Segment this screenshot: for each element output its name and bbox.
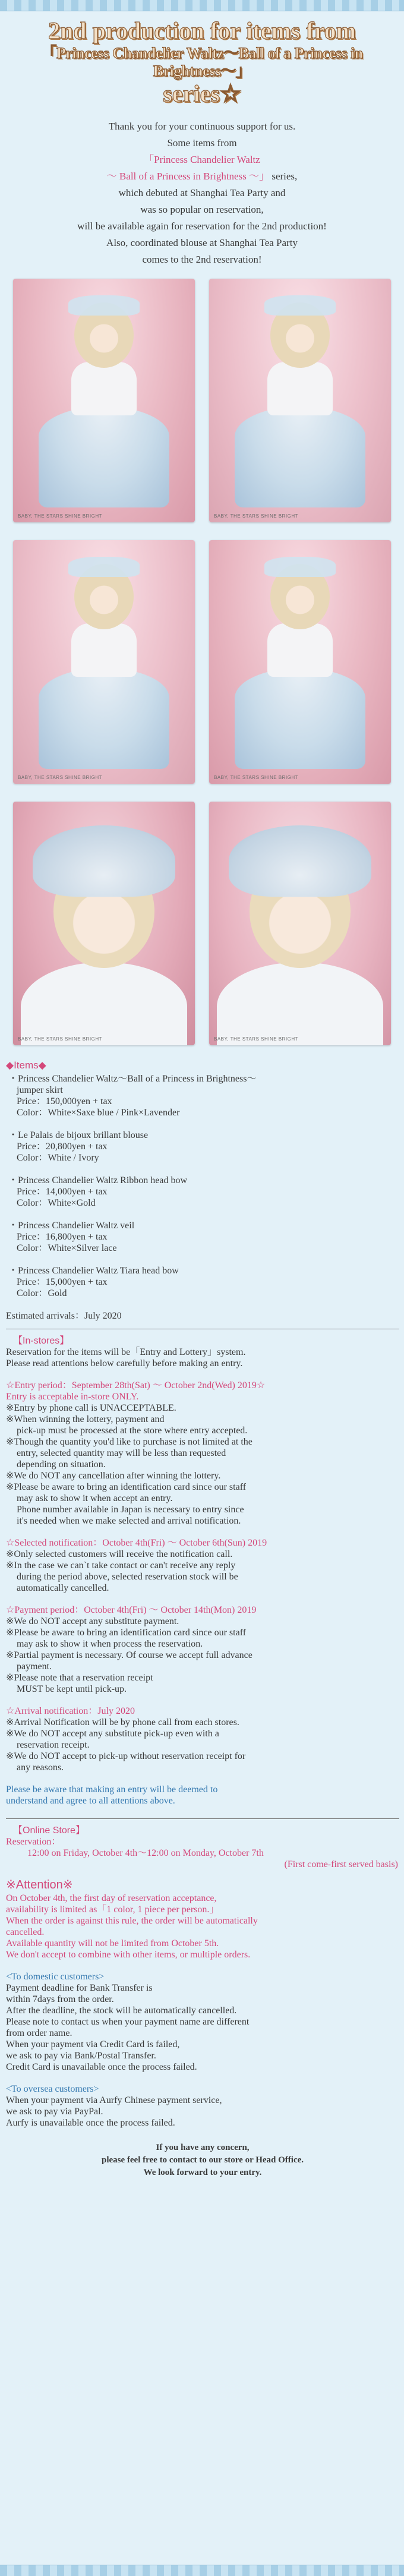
- dress-skirt-shape: [235, 668, 365, 769]
- entry-note: depending on situation.: [17, 1459, 106, 1470]
- item-name: ・Le Palais de bijoux brillant blouse: [8, 1130, 149, 1140]
- instores-intro: Reservation for the items will be「Entry and Lottery」system.: [6, 1347, 246, 1357]
- item-color: Color：White×Silver lace: [17, 1243, 117, 1253]
- dress-bodice-shape: [71, 362, 137, 415]
- payment-note: payment.: [17, 1661, 52, 1672]
- entry-note: entry, selected quantity may will be less than requested: [17, 1448, 226, 1458]
- domestic-heading: <To domestic customers>: [6, 1971, 105, 1982]
- instores-closing: Please be aware that making an entry will be deemed to: [6, 1784, 218, 1795]
- item-price: Price：150,000yen + tax: [17, 1096, 112, 1106]
- head-bow-shape: [264, 295, 336, 316]
- arrival-note: ※We do NOT accept any substitute pick-up even with a: [6, 1728, 219, 1739]
- entry-note: pick-up must be processed at the store where entry accepted.: [17, 1425, 248, 1436]
- entry-period: ☆Entry period：September 28th(Sat) ～ October 2nd(Wed) 2019☆: [6, 1380, 266, 1391]
- item-name-cont: jumper skirt: [17, 1084, 63, 1095]
- notification-period: ☆Selected notification：October 4th(Fri) ～ October 6th(Sun) 2019: [6, 1537, 267, 1548]
- attention-line: On October 4th, the first day of reservation acceptance,: [6, 1893, 217, 1903]
- dress-bodice-shape: [267, 623, 333, 677]
- domestic-line: When your payment via Credit Card is failed,: [6, 2039, 180, 2050]
- payment-notes: [6, 1616, 399, 1695]
- item-color: Color：White×Gold: [17, 1197, 96, 1208]
- entry-note: ※Please be aware to bring an identification card since our staff: [6, 1481, 247, 1492]
- product-photo-3: [13, 540, 195, 784]
- intro-line: comes to the 2nd reservation!: [142, 253, 262, 265]
- reservation-label: Reservation：: [6, 1836, 61, 1847]
- dress-skirt-shape: [235, 406, 365, 507]
- head-bow-shape: [68, 557, 140, 577]
- bottom-ribbon-border: [0, 2565, 404, 2576]
- head-bow-shape: [264, 557, 336, 577]
- brand-logo: BABY, THE STARS SHINE BRIGHT: [214, 774, 299, 780]
- intro-line: Some items from: [167, 137, 237, 149]
- dress-bodice-shape: [71, 623, 137, 677]
- model-shoulders-shape: [21, 962, 187, 1045]
- overseas-heading: <To oversea customers>: [6, 2083, 99, 2094]
- main-content: [0, 1045, 404, 2179]
- intro-line: was so popular on reservation,: [140, 203, 264, 215]
- attention-line: Available quantity will not be limited from October 5th.: [6, 1938, 219, 1948]
- reservation-time: 12:00 on Friday, October 4th～12:00 on Monday, October 7th: [27, 1847, 264, 1858]
- payment-note: ※Please note that a reservation receipt: [6, 1672, 153, 1683]
- notification-note: during the period above, selected reservation stock will be: [17, 1571, 238, 1582]
- star-icon: ☆: [219, 80, 241, 107]
- intro-line: will be available again for reservation for the 2nd production!: [77, 220, 327, 232]
- attention-line: cancelled.: [6, 1927, 45, 1937]
- entry-note: ※Though the quantity you'd like to purchase is not limited at the: [6, 1436, 252, 1447]
- product-photo-6: [209, 802, 391, 1045]
- intro-line: which debuted at Shanghai Tea Party and: [118, 187, 286, 198]
- item-name: ・Princess Chandelier Waltz Tiara head bow: [8, 1265, 179, 1276]
- overseas-line: we ask to pay via PayPal.: [6, 2106, 103, 2117]
- veil-shape: [229, 825, 371, 897]
- attention-line: availability is limited as「1 color, 1 piece per person.」: [6, 1904, 219, 1915]
- title-line-3: [6, 80, 398, 108]
- product-photo-grid: [0, 279, 404, 1045]
- entry-note: Phone number available in Japan is necessary to entry since: [17, 1504, 244, 1515]
- entry-note: Entry is acceptable in-store ONLY.: [6, 1391, 139, 1402]
- entry-note: may ask to show it when accept an entry.: [17, 1493, 173, 1503]
- arrival-notes: [6, 1717, 399, 1773]
- domestic-line: After the deadline, the stock will be automatically cancelled.: [6, 2005, 237, 2016]
- payment-note: MUST be kept until pick-up.: [17, 1683, 127, 1694]
- domestic-line: Please note to contact us when your payment name are different: [6, 2016, 250, 2027]
- payment-note: may ask to show it when process the reservation.: [17, 1638, 203, 1649]
- payment-note: ※Please be aware to bring an identification card since our staff: [6, 1627, 247, 1638]
- intro-series-word: series,: [269, 170, 298, 182]
- item-color: Color：White / Ivory: [17, 1152, 99, 1163]
- page-title: [0, 11, 404, 110]
- item-name: ・Princess Chandelier Waltz～Ball of a Princess in Brightness～: [8, 1073, 257, 1084]
- domestic-line: within 7days from the order.: [6, 1994, 114, 2004]
- estimated-arrivals: Estimated arrivals：July 2020: [6, 1310, 122, 1321]
- domestic-line: Payment deadline for Bank Transfer is: [6, 1982, 153, 1993]
- product-photo-1: [13, 279, 195, 522]
- intro-line: Thank you for your continuous support for us.: [108, 120, 296, 132]
- item-name: ・Princess Chandelier Waltz veil: [8, 1220, 135, 1231]
- item-price: Price：15,000yen + tax: [17, 1276, 108, 1287]
- reservation-note: (First come-first served basis): [284, 1859, 398, 1869]
- dress-skirt-shape: [39, 406, 169, 507]
- instores-intro: Please read attentions below carefully before making an entry.: [6, 1358, 243, 1369]
- top-ribbon-border: [0, 0, 404, 11]
- brand-logo: BABY, THE STARS SHINE BRIGHT: [18, 513, 103, 519]
- dress-skirt-shape: [39, 668, 169, 769]
- arrival-note: reservation receipt.: [17, 1739, 90, 1750]
- notification-note: automatically cancelled.: [17, 1582, 109, 1593]
- item-entry: [6, 1073, 399, 1118]
- divider: [6, 1818, 399, 1819]
- title-series-word: series: [163, 80, 220, 107]
- item-entry: [6, 1220, 399, 1254]
- online-store-heading: 【Online Store】: [13, 1825, 85, 1836]
- instores-heading: 【In-stores】: [13, 1335, 70, 1346]
- closing-line: We look forward to your entry.: [143, 2167, 262, 2177]
- intro-series-subtitle: ～ Ball of a Princess in Brightness ～」: [106, 170, 270, 182]
- items-heading: ◆Items◆: [6, 1059, 46, 1071]
- overseas-line: When your payment via Aurfy Chinese payment service,: [6, 2095, 222, 2105]
- product-photo-4: [209, 540, 391, 784]
- item-color: Color：White×Saxe blue / Pink×Lavender: [17, 1107, 180, 1118]
- attention-line: When the order is against this rule, the order will be automatically: [6, 1915, 258, 1926]
- domestic-lines: [6, 1982, 399, 2073]
- intro-line: Also, coordinated blouse at Shanghai Tea Party: [106, 237, 298, 248]
- item-price: Price：16,800yen + tax: [17, 1231, 108, 1242]
- closing-line: please feel free to contact to our store or Head Office.: [101, 2155, 304, 2165]
- brand-logo: BABY, THE STARS SHINE BRIGHT: [214, 513, 299, 519]
- attention-line: We don't accept to combine with other items, or multiple orders.: [6, 1949, 251, 1960]
- arrival-note: any reasons.: [17, 1762, 64, 1773]
- intro-line: [18, 168, 386, 185]
- closing-message: [6, 2142, 399, 2179]
- closing-line: If you have any concern,: [156, 2142, 250, 2152]
- head-bow-shape: [68, 295, 140, 316]
- notification-notes: [6, 1549, 399, 1594]
- item-color: Color：Gold: [17, 1288, 67, 1298]
- domestic-line: from order name.: [6, 2028, 72, 2038]
- arrival-note: ※Arrival Notification will be by phone call from each stores.: [6, 1717, 239, 1727]
- overseas-line: Aurfy is unavailable once the process failed.: [6, 2117, 175, 2128]
- payment-note: ※We do NOT accept any substitute payment.: [6, 1616, 179, 1626]
- arrival-note: ※We do NOT accept to pick-up without reservation receipt for: [6, 1751, 246, 1761]
- item-entry: [6, 1130, 399, 1164]
- item-name: ・Princess Chandelier Waltz Ribbon head bow: [8, 1175, 188, 1185]
- arrival-period: ☆Arrival notification：July 2020: [6, 1705, 135, 1716]
- attention-lines: [6, 1893, 399, 1960]
- instores-closing: understand and agree to all attentions above.: [6, 1795, 175, 1806]
- title-line-2: 「Princess Chandelier Waltz～Ball of a Princess in Brightness～」: [41, 45, 363, 80]
- payment-period: ☆Payment period：October 4th(Fri) ～ October 14th(Mon) 2019: [6, 1604, 257, 1615]
- attention-heading: ※Attention※: [6, 1878, 73, 1891]
- brand-logo: BABY, THE STARS SHINE BRIGHT: [18, 774, 103, 780]
- title-line-1: 2nd production for items from: [48, 17, 356, 44]
- intro-series-name: 「Princess Chandelier Waltz: [144, 153, 260, 165]
- notification-note: ※In the case we can`t take contact or can't receive any reply: [6, 1560, 236, 1571]
- model-shoulders-shape: [217, 962, 383, 1045]
- domestic-line: Credit Card is unavailable once the process failed.: [6, 2061, 197, 2072]
- domestic-line: we ask to pay via Bank/Postal Transfer.: [6, 2050, 156, 2061]
- entry-note: ※When winning the lottery, payment and: [6, 1414, 165, 1424]
- item-entry: [6, 1175, 399, 1209]
- intro-text: [0, 110, 404, 279]
- entry-note: it's needed when we make selected and arrival notification.: [17, 1515, 241, 1526]
- overseas-lines: [6, 2095, 399, 2129]
- entry-note: ※Entry by phone call is UNACCEPTABLE.: [6, 1402, 176, 1413]
- product-photo-5: [13, 802, 195, 1045]
- item-entry: [6, 1265, 399, 1299]
- bonnet-shape: [33, 825, 175, 897]
- payment-note: ※Partial payment is necessary. Of course we accept full advance: [6, 1650, 252, 1660]
- brand-logo: BABY, THE STARS SHINE BRIGHT: [214, 1036, 299, 1042]
- dress-bodice-shape: [267, 362, 333, 415]
- entry-note: ※We do NOT any cancellation after winning the lottery.: [6, 1470, 221, 1481]
- brand-logo: BABY, THE STARS SHINE BRIGHT: [18, 1036, 103, 1042]
- item-price: Price：20,800yen + tax: [17, 1141, 108, 1152]
- product-photo-2: [209, 279, 391, 522]
- entry-notes: [6, 1391, 399, 1527]
- notification-note: ※Only selected customers will receive the notification call.: [6, 1549, 233, 1559]
- item-price: Price：14,000yen + tax: [17, 1186, 108, 1197]
